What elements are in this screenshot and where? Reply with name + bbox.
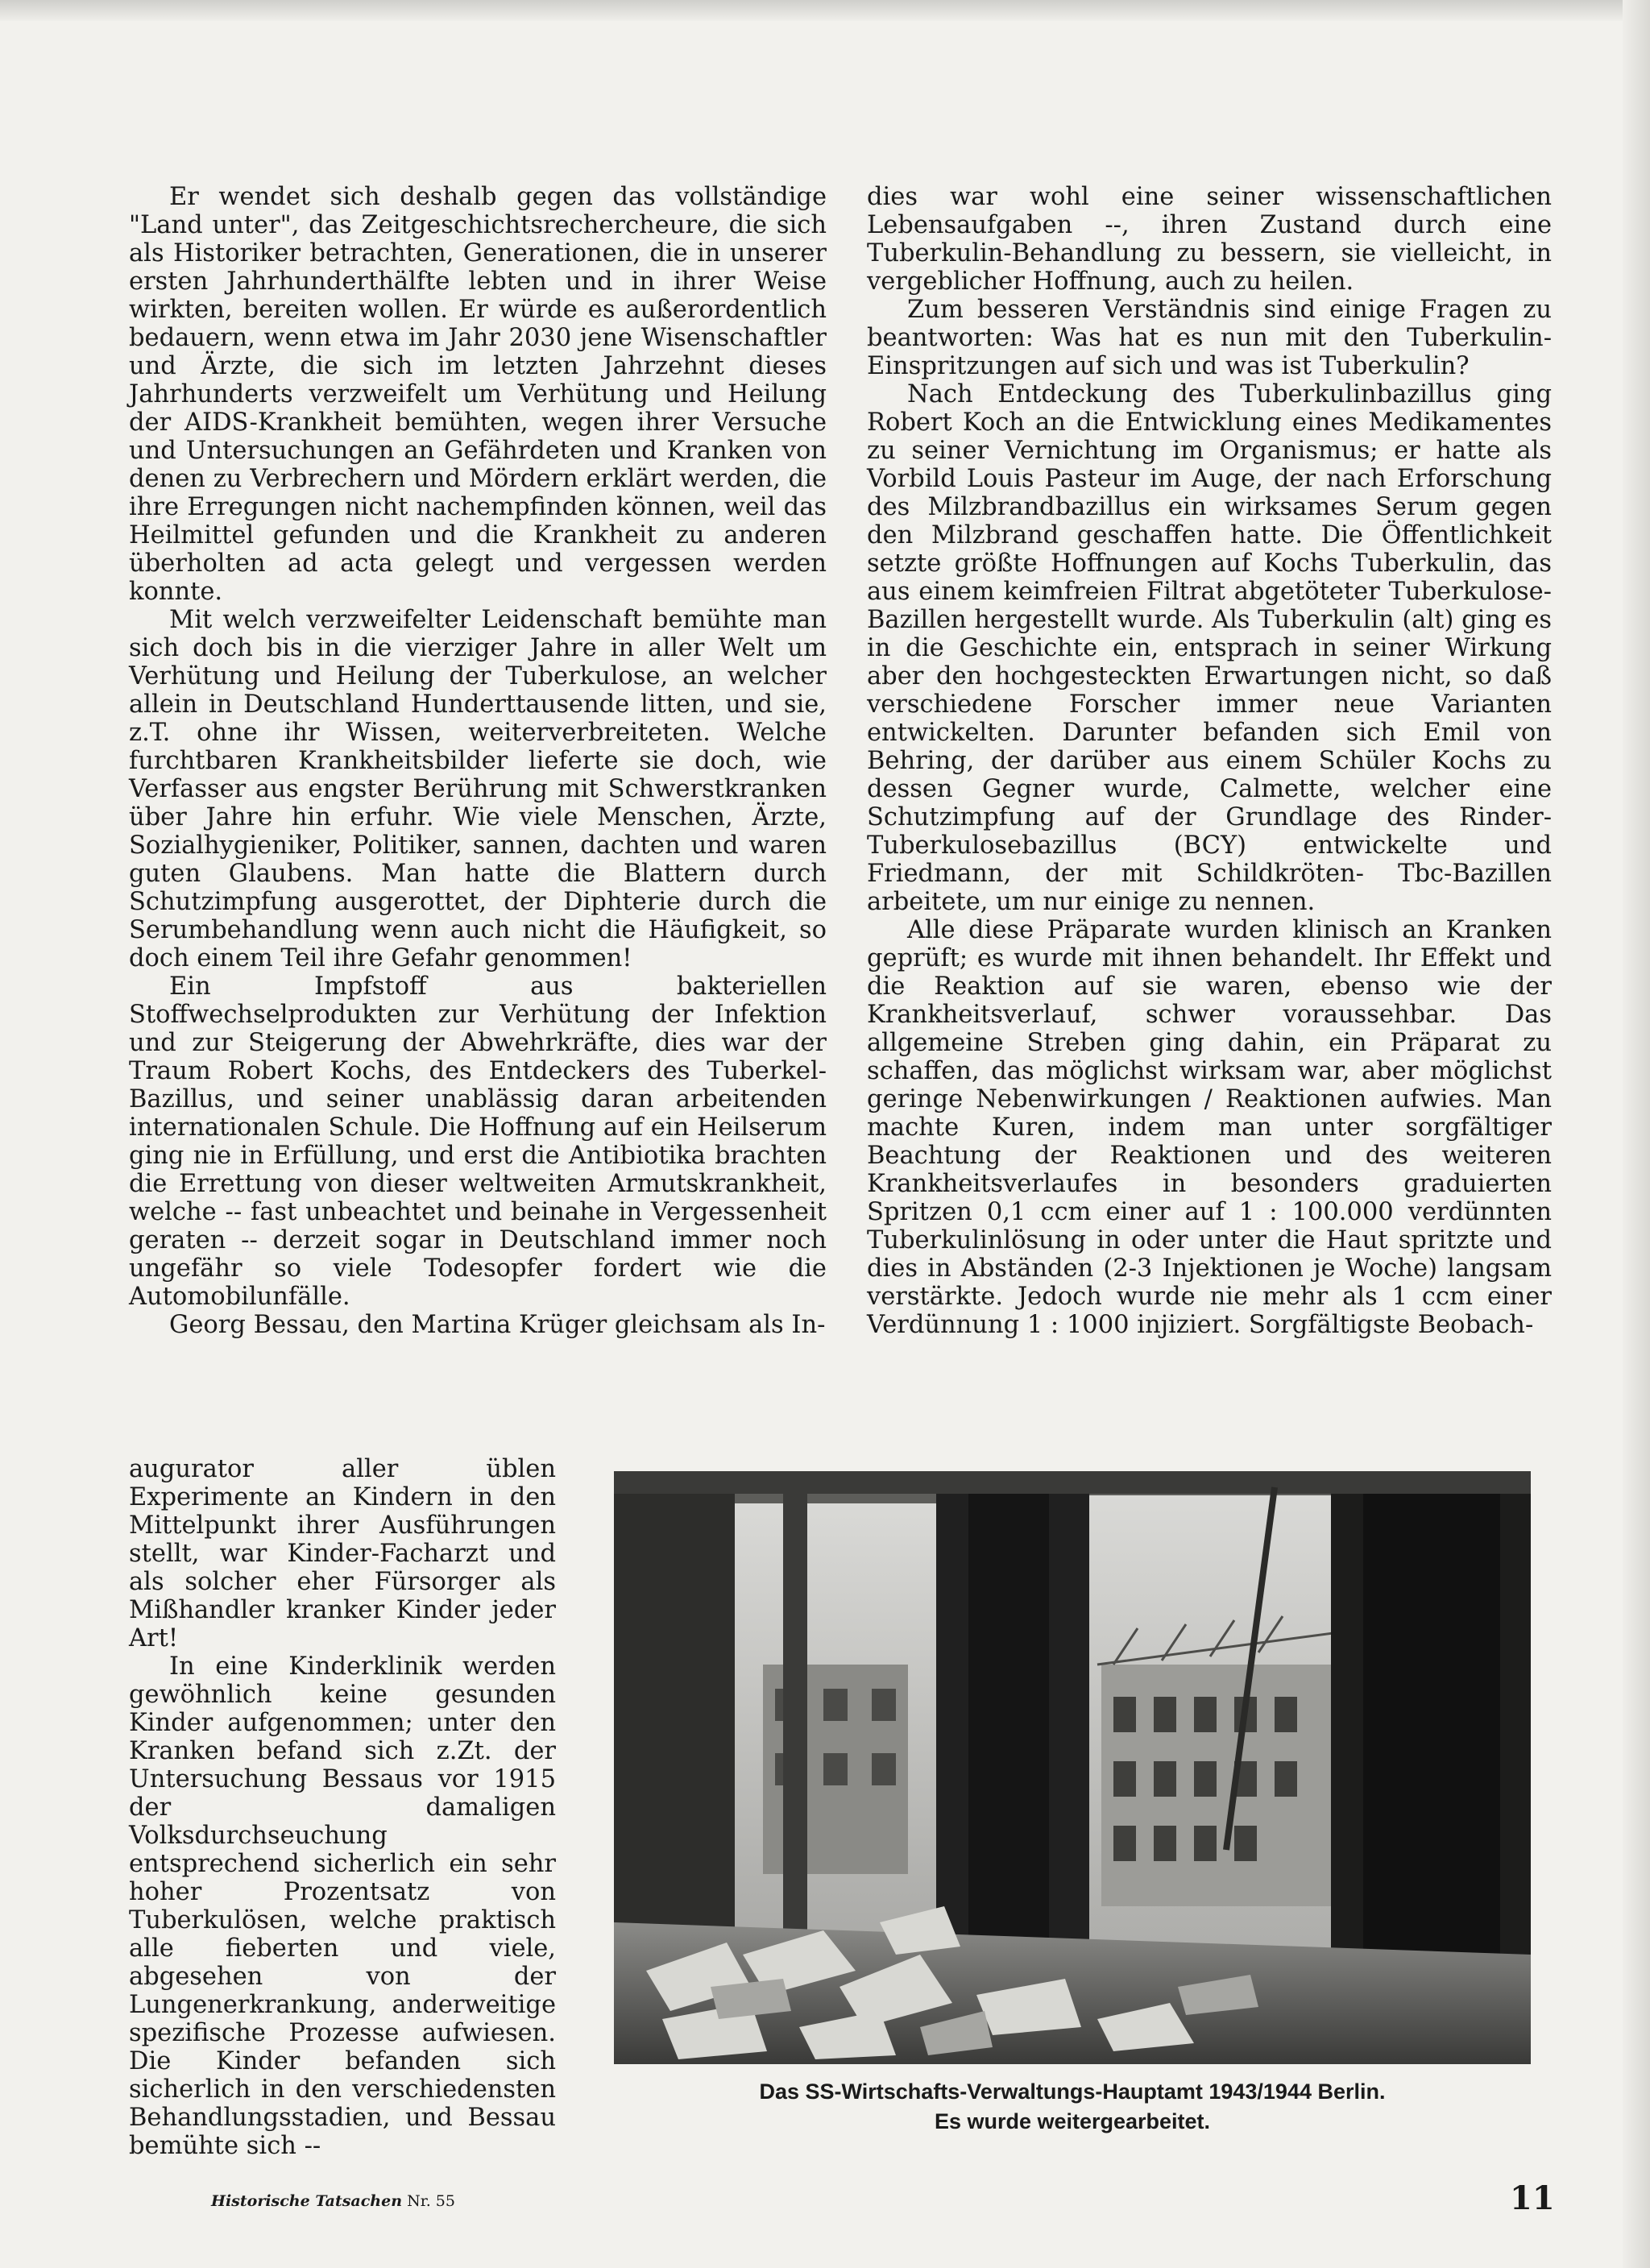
ruined-building-photo bbox=[614, 1471, 1531, 2064]
right-column bbox=[867, 183, 1552, 1339]
left-narrow-paragraph-1: augurator aller üblen Experimente an Kindern in den Mittelpunkt ihrer Ausführungen stellt, war Kinder-Facharzt und als solcher eher Fürsorger als Mißhandler kranker Kinder jeder Art! bbox=[129, 1455, 556, 1652]
footer-issue: Nr. 55 bbox=[407, 2192, 455, 2210]
right-paragraph-2: Zum besseren Verständnis sind einige Fragen zu beantworten: Was hat es nun mit den Tuberkulin-Einspritzungen auf sich und was ist Tuberkulin? bbox=[867, 296, 1552, 380]
right-paragraph-1: dies war wohl eine seiner wissenschaftlichen Lebensaufgaben --, ihren Zustand durch eine Tuberkulin-Behandlung zu bessern, sie vielleicht, in vergeblicher Hoffnung, auch zu heilen. bbox=[867, 183, 1552, 296]
left-paragraph-3: Ein Impfstoff aus bakteriellen Stoffwechselprodukten zur Verhütung der Infektion und zur Steigerung der Abwehrkräfte, dies war der Traum Robert Kochs, des Entdeckers des Tuberkel-Bazillus, und seiner unablässig daran arbeitenden internationalen Schule. Die Hoffnung auf ein Heilserum ging nie in Erfüllung, und erst die Antibiotika brachten die Errettung von dieser weltweiten Armutskrankheit, welche -- fast unbeachtet und beinahe in Vergessenheit geraten -- derzeit sogar in Deutschland immer noch ungefähr so viele Todesopfer fordert wie die Automobilunfälle. bbox=[129, 972, 827, 1311]
page-number: 11 bbox=[1510, 2179, 1555, 2217]
left-column bbox=[129, 183, 827, 1339]
right-paragraph-4: Alle diese Präparate wurden klinisch an Kranken geprüft; es wurde mit ihnen behandelt. Ihr Effekt und die Reaktion auf sie waren, ebenso wie der Krankheitsverlauf, schwer voraussehbar. Das allgemeine Streben ging dahin, ein Präparat zu schaffen, das möglichst wirksam war, aber möglichst geringe Nebenwirkungen / Reaktionen aufwies. Man machte Kuren, indem man unter sorgfältiger Beachtung der Reaktionen und des weiteren Krankheitsverlaufes in besonders graduierten Spritzen 0,1 ccm einer auf 1 : 100.000 verdünnten Tuberkulinlösung in oder unter die Haut spritzte und dies in Abständen (2-3 Injektionen je Woche) langsam verstärkte. Jedoch wurde nie mehr als 1 ccm einer Verdünnung 1 : 1000 injiziert. Sorgfältigste Beobach- bbox=[867, 916, 1552, 1339]
footer-journal bbox=[211, 2192, 455, 2210]
right-paragraph-3: Nach Entdeckung des Tuberkulinbazillus ging Robert Koch an die Entwicklung eines Medikamentes zu seiner Vernichtung im Organismus; er hatte als Vorbild Louis Pasteur im Auge, der nach Erforschung des Milzbrandbazillus ein wirksames Serum gegen den Milzbrand geschaffen hatte. Die Öffentlichkeit setzte größte Hoffnungen auf Kochs Tuberkulin, das aus einem keimfreien Filtrat abgetöteter Tuberkulose-Bazillen hergestellt wurde. Als Tuberkulin (alt) ging es in die Geschichte ein, entsprach in seiner Wirkung aber den hochgesteckten Erwartungen nicht, so daß verschiedene Forscher immer neue Varianten entwickelten. Darunter befanden sich Emil von Behring, der darüber aus einem Schüler Kochs zu dessen Gegner wurde, Calmette, welcher eine Schutzimpfung auf der Grundlage des Rinder-Tuberkulosebazillus (BCY) entwickelte und Friedmann, der mit Schildkröten- Tbc-Bazillen arbeitete, um nur einige zu nennen. bbox=[867, 380, 1552, 916]
photo-illustration bbox=[614, 1471, 1531, 2064]
footer-journal-title: Historische Tatsachen bbox=[211, 2192, 403, 2210]
page-edge-top bbox=[0, 0, 1650, 21]
caption-line-2: Es wurde weitergearbeitet. bbox=[934, 2109, 1211, 2133]
left-paragraph-4: Georg Bessau, den Martina Krüger gleichsam als In- bbox=[169, 1311, 826, 1339]
photo-caption bbox=[614, 2077, 1531, 2137]
caption-line-1: Das SS-Wirtschafts-Verwaltungs-Hauptamt 1943/1944 Berlin. bbox=[759, 2079, 1386, 2104]
left-narrow-paragraph-2: In eine Kinderklinik werden gewöhnlich keine gesunden Kinder aufgenommen; unter den Kranken befand sich z.Zt. der Untersuchung Bessaus vor 1915 der damaligen Volksdurchseuchung entsprechend sicherlich ein sehr hoher Prozentsatz von Tuberkulösen, welche praktisch alle fieberten und viele, abgesehen von der Lungenerkrankung, anderweitige spezifische Prozesse aufwiesen. Die Kinder befanden sich sicherlich in den verschiedensten Behandlungsstadien, und Bessau bemühte sich -- bbox=[129, 1652, 556, 2160]
left-paragraph-2: Mit welch verzweifelter Leidenschaft bemühte man sich doch bis in die vierziger Jahre in aller Welt um Verhütung und Heilung der Tuberkulose, an welcher allein in Deutschland Hunderttausende litten, und sie, z.T. ohne ihr Wissen, weiterverbreiteten. Welche furchtbaren Krankheitsbilder lieferte sie doch, wie Verfasser aus engster Berührung mit Schwerstkranken über Jahre hin erfuhr. Wie viele Menschen, Ärzte, Sozialhygieniker, Politiker, sannen, dachten und waren guten Glaubens. Man hatte die Blattern durch Schutzimpfung ausgerottet, der Diphterie durch die Serumbehandlung wenn auch nicht die Häufigkeit, so doch einem Teil ihre Gefahr genommen! bbox=[129, 606, 827, 972]
left-paragraph-1: Er wendet sich deshalb gegen das vollständige "Land unter", das Zeitgeschichtsrechercheure, die sich als Historiker betrachten, Generationen, die in unserer ersten Jahrhunderthälfte lebten und in ihrer Weise wirkten, bereiten wollen. Er würde es außerordentlich bedauern, wenn etwa im Jahr 2030 jene Wisenschaftler und Ärzte, die sich im letzten Jahrzehnt dieses Jahrhunderts verzweifelt um Verhütung und Heilung der AIDS-Krankheit bemühten, wegen ihrer Versuche und Untersuchungen an Gefährdeten und Kranken von denen zu Verbrechern und Mördern erklärt werden, die ihre Erregungen nicht nachempfinden können, weil das Heilmittel gefunden und die Krankheit zu anderen überholten ad acta gelegt und vergessen werden konnte. bbox=[129, 183, 827, 606]
page-edge-right bbox=[1623, 0, 1650, 2268]
left-column-narrow bbox=[129, 1455, 556, 2160]
